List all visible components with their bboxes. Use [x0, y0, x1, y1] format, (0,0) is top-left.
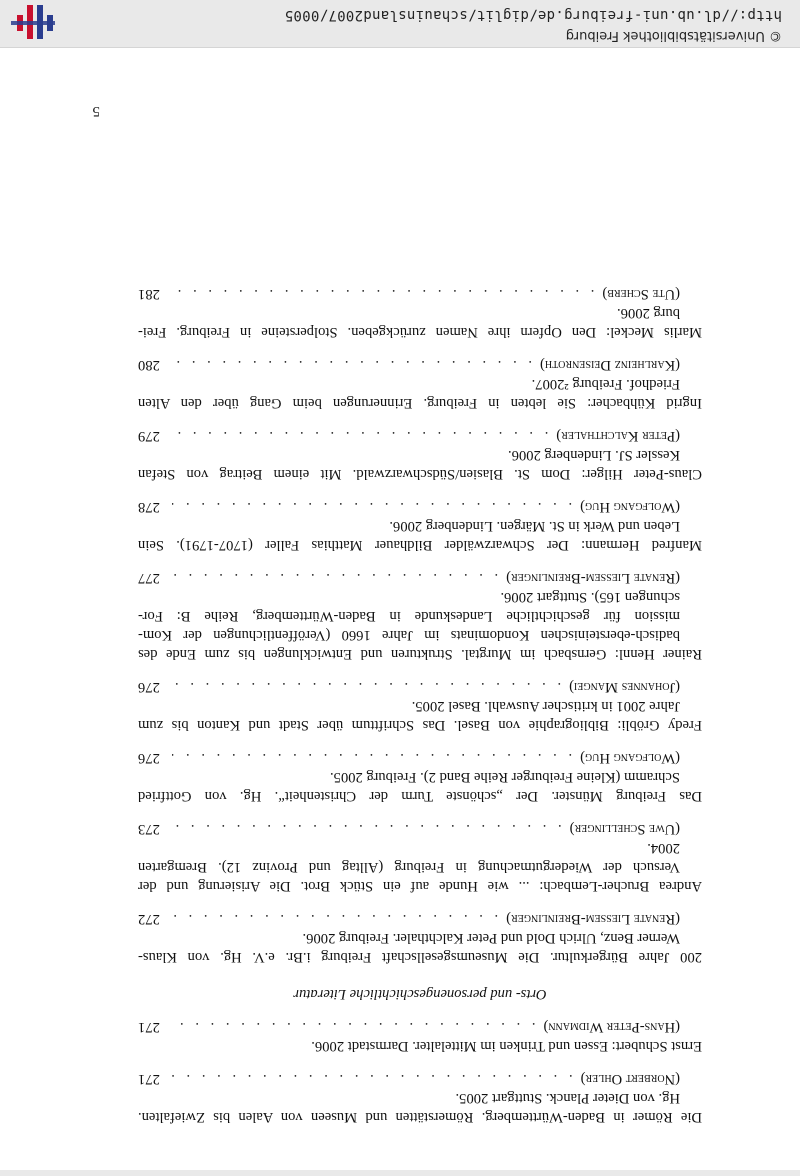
bibliography-entry [138, 819, 702, 895]
bibliography-entry [138, 426, 702, 483]
entry-line: Leben und Werk in St. Märgen. Lindenberg 2006. [389, 518, 680, 534]
entry-line: Marlis Meckel: Den Opfern ihre Namen zurückgeben. Stolpersteine in Freiburg. Frei- [138, 324, 702, 340]
reviewer-row [138, 426, 702, 445]
entry-page-number: 281 [138, 286, 160, 302]
page-number: 5 [92, 103, 100, 119]
bibliography-entry [138, 748, 702, 805]
entry-line: Das Freiburg Münster. Der „schönste Turm der Christenheit“. Hg. von Gottfried [138, 788, 702, 804]
entry-line: Versuch der Wiedergutmachung in Freiburg (Alltag und Provinz 12). Bremgarten [138, 859, 680, 875]
dot-leader [172, 355, 532, 374]
entry-line: schungen 165). Stuttgart 2006. [500, 589, 680, 605]
reviewer-name: (Peter Kalchthaler) [556, 428, 680, 444]
entry-page-number: 271 [138, 1019, 160, 1035]
entry-line: mission für geschichtliche Landeskunde in Baden-Württemberg, Reihe B: For- [138, 608, 680, 624]
dot-leader [172, 426, 548, 445]
copyright-text: © Universitätsbibliothek Freiburg [565, 28, 782, 43]
reviewer-row [138, 568, 702, 587]
bibliography-entry [138, 355, 702, 412]
reviewer-name: (Uwe Schellinger) [569, 821, 680, 837]
bibliography-entry [138, 284, 702, 341]
dot-leader [172, 1069, 573, 1088]
reviewer-row [138, 748, 702, 767]
reviewer-row [138, 284, 702, 303]
entry-line: Ingrid Kühbacher: Sie lebten in Freiburg. Erinnerungen beim Gang über den Alten [138, 395, 702, 411]
dot-leader [172, 497, 572, 516]
bibliography-entry [138, 909, 702, 966]
entry-page-number: 273 [138, 821, 160, 837]
entry-line: Jahre 2001 in kritischer Auswahl. Basel 2005. [411, 698, 680, 714]
footer-bar [0, 0, 800, 48]
entry-line: Fredy Gröbli: Bibliographie von Basel. Das Schrifttum über Stadt und Kanton bis zum [138, 717, 702, 733]
reviewer-row [138, 497, 702, 516]
entry-page-number: 280 [138, 357, 160, 373]
dot-leader [172, 909, 498, 928]
dot-leader [172, 819, 562, 838]
reviewer-row [138, 1069, 702, 1088]
entry-page-number: 279 [138, 428, 160, 444]
reviewer-name: (Renate Liessem-Breinlinger) [506, 911, 680, 927]
entries-after [138, 284, 702, 966]
reviewer-name: (Renate Liessem-Breinlinger) [506, 570, 680, 586]
entry-line: Die Römer in Baden-Württemberg. Römerstätten und Museen von Aalen bis Zwiefalten. [138, 1109, 702, 1125]
dot-leader [172, 284, 594, 303]
reviewer-name: (Wolfgang Hug) [580, 499, 680, 515]
entry-line: Manfred Hermann: Der Schwarzwälder Bildhauer Matthias Faller (1707-1791). Sein [138, 537, 702, 553]
reviewer-row [138, 1017, 702, 1036]
reviewer-name: (Karlheinz Deisenroth) [540, 357, 680, 373]
bibliography-entry [138, 497, 702, 554]
reviewer-name: (Ute Scherb) [602, 286, 680, 302]
entry-line: Andrea Brucher-Lembach: ... wie Hunde auf ein Stück Brot. Die Arisierung und der [138, 878, 702, 894]
reviewer-row [138, 819, 702, 838]
entry-page-number: 272 [138, 911, 160, 927]
entries-before [138, 1017, 702, 1126]
reviewer-row [138, 355, 702, 374]
entry-page-number: 278 [138, 499, 160, 515]
entry-line: Hg. von Dieter Planck. Stuttgart 2005. [455, 1090, 680, 1106]
entry-line: badisch-ebersteinischen Kondominats im Jahre 1660 (Veröffentlichungen der Kom- [138, 627, 680, 643]
dot-leader [172, 1017, 535, 1036]
ub-freiburg-logo-icon [11, 3, 55, 41]
entry-line: 2004. [647, 840, 680, 856]
dot-leader [172, 748, 572, 767]
reviewer-name: (Johannes Mangei) [569, 679, 680, 695]
reviewer-name: (Hans-Peter Widmann) [543, 1019, 680, 1035]
entry-line: Rainer Hennl: Gernsbach im Murgtal. Strukturen und Entwicklungen bis zum Ende des [138, 646, 702, 662]
dot-leader [172, 677, 561, 696]
permalink-url[interactable]: http://dl.ub.uni-freiburg.de/diglit/schauinsland2007/0005 [284, 7, 782, 23]
reviewer-name: (Norbert Ohler) [580, 1071, 680, 1087]
entry-line: Ernst Schubert: Essen und Trinken im Mittelalter. Darmstadt 2006. [311, 1038, 702, 1054]
entry-line: Werner Benz, Ulrich Dold und Peter Kalchthaler. Freiburg 2006. [302, 930, 680, 946]
entry-page-number: 276 [138, 750, 160, 766]
entry-line: Claus-Peter Hilger: Dom St. Blasien/Südschwarzwald. Mit einem Beitrag von Stefan [138, 466, 702, 482]
bibliography-entry [138, 1017, 702, 1055]
reviewer-row [138, 677, 702, 696]
dot-leader [172, 568, 498, 587]
bibliography-entry [138, 568, 702, 663]
bibliography-entry [138, 677, 702, 734]
section-heading: Orts- und personengeschichtliche Literatur [293, 986, 547, 1002]
entry-line: 200 Jahre Bürgerkultur. Die Museumsgesellschaft Freiburg i.Br. e.V. Hg. von Klaus- [138, 949, 702, 965]
reviewer-name: (Wolfgang Hug) [580, 750, 680, 766]
top-strip [0, 1170, 800, 1176]
table-of-contents [138, 270, 702, 1126]
entry-line: Schramm (Kleine Freiburger Reihe Band 2). Freiburg 2005. [329, 769, 680, 785]
entry-page-number: 277 [138, 570, 160, 586]
entry-line: Kessler SJ. Lindenberg 2006. [508, 447, 680, 463]
entry-line: burg 2006. [617, 305, 680, 321]
entry-page-number: 271 [138, 1071, 160, 1087]
bibliography-entry [138, 1069, 702, 1126]
reviewer-row [138, 909, 702, 928]
entry-page-number: 276 [138, 679, 160, 695]
entry-line: Friedhof. Freiburg ²2007. [531, 376, 680, 392]
